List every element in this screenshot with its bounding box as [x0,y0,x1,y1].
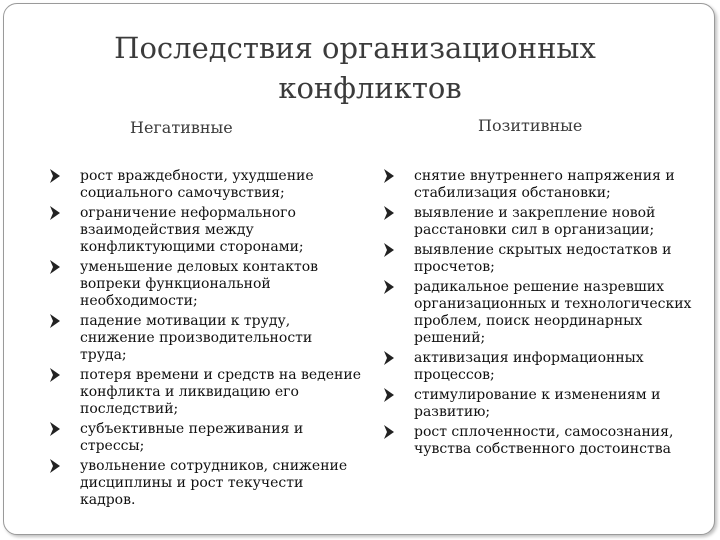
arrowhead-bullet-icon [384,351,394,365]
arrowhead-bullet-icon [384,243,394,257]
negative-item [50,421,362,455]
positive-item-text: выявление и закрепление новой расстановки сил в организации; [414,205,656,238]
negative-heading: Негативные [130,118,233,137]
negative-item-text: рост враждебности, ухудшение социального самочувствия; [80,168,314,201]
negative-item-text: ограничение неформального взаимодействия между конфликтующими сторонами; [80,205,304,255]
negative-item-text: субъективные переживания и стрессы; [80,421,304,454]
negative-list [50,168,362,512]
title-line-1: Последствия организационных [114,31,596,65]
arrowhead-bullet-icon [384,388,394,402]
negative-item [50,205,362,256]
positive-item [384,279,704,347]
positive-item [384,242,704,276]
arrowhead-bullet-icon [50,260,60,274]
positive-list [384,168,704,461]
arrowhead-bullet-icon [384,169,394,183]
negative-item-text: падение мотивации к труду, снижение производительности труда; [80,313,313,363]
positive-item [384,424,704,458]
arrowhead-bullet-icon [384,425,394,439]
negative-item [50,367,362,418]
positive-item [384,168,704,202]
negative-item-text: уменьшение деловых контактов вопреки функциональной необходимости; [80,259,319,309]
positive-item [384,205,704,239]
arrowhead-bullet-icon [50,422,60,436]
negative-item-text: увольнение сотрудников, снижение дисциплины и рост текучести кадров. [80,458,348,508]
negative-item [50,458,362,509]
arrowhead-bullet-icon [384,206,394,220]
negative-item-text: потеря времени и средств на ведение конфликта и ликвидацию его последствий; [80,367,362,417]
arrowhead-bullet-icon [384,280,394,294]
positive-item-text: активизация информационных процессов; [414,350,644,383]
negative-item [50,168,362,202]
positive-heading: Позитивные [478,116,583,135]
negative-item [50,259,362,310]
negative-item [50,313,362,364]
positive-item-text: радикальное решение назревших организационных и технологических проблем, поиск неординарных решений; [414,279,692,346]
slide-title [4,28,716,108]
positive-item [384,350,704,384]
arrowhead-bullet-icon [50,368,60,382]
arrowhead-bullet-icon [50,314,60,328]
positive-item-text: выявление скрытых недостатков и просчетов; [414,242,672,275]
positive-item-text: рост сплоченности, самосознания, чувства собственного достоинства [414,424,674,457]
arrowhead-bullet-icon [50,169,60,183]
positive-item-text: снятие внутреннего напряжения и стабилизация обстановки; [414,168,675,201]
arrowhead-bullet-icon [50,459,60,473]
positive-item [384,387,704,421]
title-line-2: конфликтов [278,71,462,105]
arrowhead-bullet-icon [50,206,60,220]
positive-item-text: стимулирование к изменениям и развитию; [414,387,661,420]
